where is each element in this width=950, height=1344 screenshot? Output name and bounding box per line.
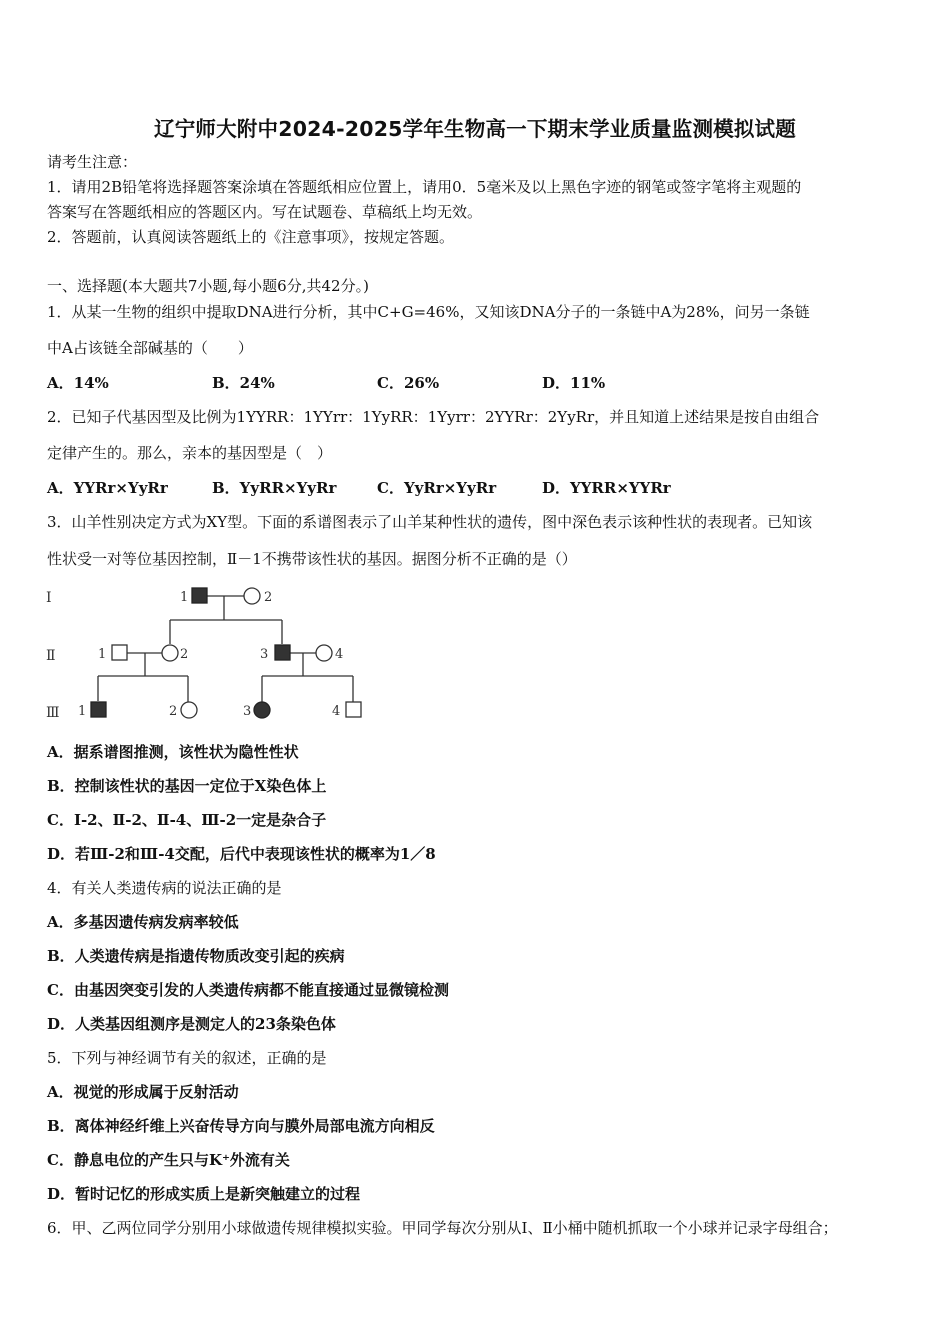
q3-option-d: D．若Ⅲ-2和Ⅲ-4交配，后代中表现该性状的概率为1／8 bbox=[47, 845, 436, 863]
q5-option-c: C．静息电位的产生只与K⁺外流有关 bbox=[47, 1151, 290, 1169]
q5-stem: 5．下列与神经调节有关的叙述，正确的是 bbox=[47, 1049, 327, 1067]
q1-option-b: B．24% bbox=[212, 374, 275, 392]
individual-I-2-female bbox=[244, 588, 260, 604]
q1-stem-line-1: 1．从某一生物的组织中提取DNA进行分析，其中C+G=46%，又知该DNA分子的一条链中A为28%，问另一条链 bbox=[47, 303, 810, 321]
individual-II-4-female bbox=[316, 645, 332, 661]
section-heading: 一、选择题(本大题共7小题,每小题6分,共42分。) bbox=[47, 277, 369, 295]
q2-option-d: D．YYRR×YYRr bbox=[542, 479, 671, 497]
individual-III-1-affected-male bbox=[91, 702, 106, 717]
q4-option-c: C．由基因突变引发的人类遗传病都不能直接通过显微镜检测 bbox=[47, 981, 449, 999]
q1-option-c: C．26% bbox=[377, 374, 440, 392]
individual-III-4-male bbox=[346, 702, 361, 717]
individual-I-1-affected-male bbox=[192, 588, 207, 603]
q1-stem-line-2: 中A占该链全部碱基的（ ） bbox=[47, 339, 253, 357]
q3-option-b: B．控制该性状的基因一定位于X染色体上 bbox=[47, 777, 327, 795]
q3-option-a: A．据系谱图推测，该性状为隐性性状 bbox=[47, 743, 299, 761]
page-title: 辽宁师大附中2024-2025学年生物高一下期末学业质量监测模拟试题 bbox=[154, 117, 796, 141]
gen-label-2: Ⅱ bbox=[46, 648, 56, 664]
notice-item-2: 2．答题前，认真阅读答题纸上的《注意事项》，按规定答题。 bbox=[47, 228, 455, 246]
q2-option-a: A．YYRr×YyRr bbox=[47, 479, 168, 497]
pedigree-chart bbox=[40, 578, 380, 728]
q2-stem-line-1: 2．已知子代基因型及比例为1YYRR：1YYrr：1YyRR：1Yyrr：2YYRr：2YyRr，并且知道上述结果是按自由组合 bbox=[47, 408, 820, 426]
q2-stem-line-2: 定律产生的。那么，亲本的基因型是（ ） bbox=[47, 444, 333, 462]
q6-stem-line-1: 6．甲、乙两位同学分别用小球做遗传规律模拟实验。甲同学每次分别从Ⅰ、Ⅱ小桶中随机抓取一个小球并记录字母组合； bbox=[47, 1219, 838, 1237]
q4-stem: 4．有关人类遗传病的说法正确的是 bbox=[47, 879, 282, 897]
number-II-1: 1 bbox=[98, 647, 107, 662]
q1-option-a: A．14% bbox=[47, 374, 109, 392]
q1-option-d: D．11% bbox=[542, 374, 606, 392]
individual-III-2-female bbox=[181, 702, 197, 718]
number-III-4: 4 bbox=[332, 704, 341, 719]
individual-II-3-affected-male bbox=[275, 645, 290, 660]
individual-II-1-male bbox=[112, 645, 127, 660]
gen-label-1: Ⅰ bbox=[46, 590, 52, 606]
number-I-2: 2 bbox=[264, 590, 273, 605]
q5-option-a: A．视觉的形成属于反射活动 bbox=[47, 1083, 239, 1101]
q4-option-b: B．人类遗传病是指遗传物质改变引起的疾病 bbox=[47, 947, 345, 965]
number-II-3: 3 bbox=[260, 647, 269, 662]
number-III-1: 1 bbox=[78, 704, 87, 719]
individual-III-3-affected-female bbox=[254, 702, 270, 718]
q2-option-c: C．YyRr×YyRr bbox=[377, 479, 497, 497]
q2-option-b: B．YyRR×YyRr bbox=[212, 479, 337, 497]
q3-stem-line-2: 性状受一对等位基因控制，Ⅱ－1不携带该性状的基因。据图分析不正确的是（） bbox=[47, 550, 577, 568]
q3-option-c: C．I-2、Ⅱ-2、Ⅱ-4、Ⅲ-2一定是杂合子 bbox=[47, 811, 327, 829]
notice-item-1-line-1: 1．请用2B铅笔将选择题答案涂填在答题纸相应位置上，请用0．5毫米及以上黑色字迹的钢笔或签字笔将主观题的 bbox=[47, 178, 802, 196]
q3-stem-line-1: 3．山羊性别决定方式为XY型。下面的系谱图表示了山羊某种性状的遗传，图中深色表示该种性状的表现者。已知该 bbox=[47, 513, 813, 531]
number-III-2: 2 bbox=[169, 704, 178, 719]
q4-option-a: A．多基因遗传病发病率较低 bbox=[47, 913, 239, 931]
notice-item-1-line-2: 答案写在答题纸相应的答题区内。写在试题卷、草稿纸上均无效。 bbox=[47, 203, 483, 221]
number-III-3: 3 bbox=[243, 704, 252, 719]
notice-heading: 请考生注意： bbox=[47, 153, 138, 171]
number-I-1: 1 bbox=[180, 590, 189, 605]
number-II-4: 4 bbox=[335, 647, 344, 662]
q5-option-b: B．离体神经纤维上兴奋传导方向与膜外局部电流方向相反 bbox=[47, 1117, 435, 1135]
number-II-2: 2 bbox=[180, 647, 189, 662]
q4-option-d: D．人类基因组测序是测定人的23条染色体 bbox=[47, 1015, 336, 1033]
individual-II-2-female bbox=[162, 645, 178, 661]
q5-option-d: D．暂时记忆的形成实质上是新突触建立的过程 bbox=[47, 1185, 361, 1203]
gen-label-3: Ⅲ bbox=[46, 705, 60, 721]
